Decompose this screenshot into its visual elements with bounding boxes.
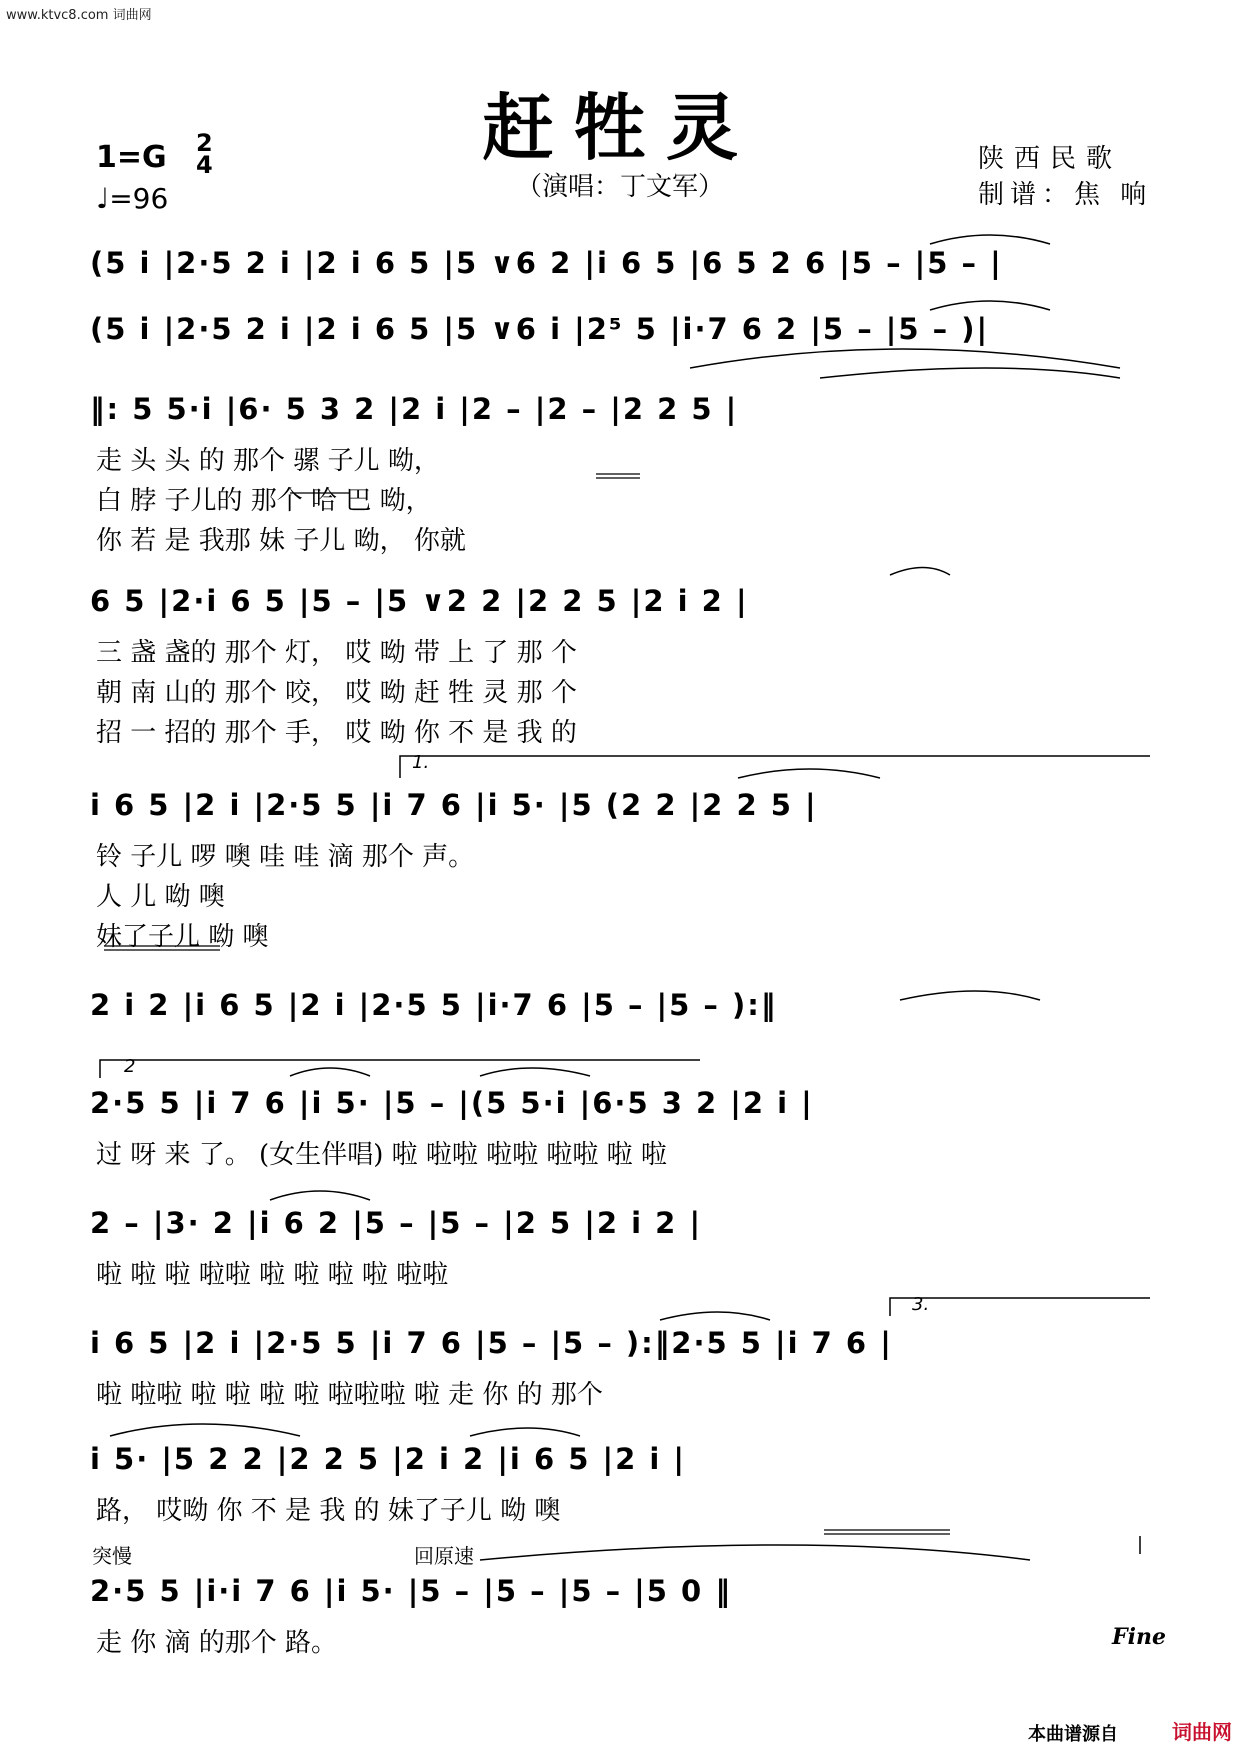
staff-row-10: i 5· |5 2 2 |2 2 5 |2 i 2 |i 6 5 |2 i |: [90, 1442, 687, 1476]
marking-sudden-slow: 突慢: [92, 1544, 132, 1568]
lyric-row-9: 啦 啦啦 啦 啦 啦 啦 啦啦啦 啦 走 你 的 那个: [96, 1380, 603, 1410]
lyric-row-5-verse-2: 人 儿 呦 噢: [96, 882, 225, 912]
lyric-row-7: 过 呀 来 了。 (女生伴唱) 啦 啦啦 啦啦 啦啦 啦 啦: [96, 1140, 667, 1170]
lyric-row-8: 啦 啦 啦 啦啦 啦 啦 啦 啦 啦啦: [96, 1260, 449, 1290]
staff-row-3: ‖: 5 5·i |6· 5 3 2 |2 i |2 – |2 – |2 2 5 |: [90, 392, 739, 426]
volta-1: 1.: [412, 752, 430, 773]
lyric-row-3-verse-3: 你 若 是 我那 妹 子儿 呦， 你就: [96, 526, 466, 556]
lyric-row-5-verse-3: 妹了子儿 呦 噢: [96, 922, 269, 952]
staff-row-2: (5 i |2·5 2 i |2 i 6 5 |5 ∨6 i |2⁵ 5 |i·7 6 2 |5 – |5 – )|: [90, 312, 990, 346]
lyric-row-3-verse-2: 白 脖 子儿的 那个 哈 巴 呦，: [96, 486, 432, 516]
staff-row-6: 2 i 2 |i 6 5 |2 i |2·5 5 |i·7 6 |5 – |5 – ):‖: [90, 988, 778, 1022]
key-signature: 1=G: [96, 140, 167, 175]
arranger-credit: 制谱：焦 响: [978, 180, 1153, 210]
staff-row-7: 2·5 5 |i 7 6 |i 5· |5 – |(5 5·i |6·5 3 2 |2 i |: [90, 1086, 814, 1120]
staff-row-9: i 6 5 |2 i |2·5 5 |i 7 6 |5 – |5 – ):‖2·5 5 |i 7 6 |: [90, 1326, 893, 1360]
lyric-row-3-verse-1: 走 头 头 的 那个 骡 子儿 呦，: [96, 446, 440, 476]
time-signature: [196, 129, 213, 179]
volta-3: 3.: [912, 1294, 930, 1315]
song-title: 赶牲灵: [481, 85, 758, 170]
lyric-row-4-verse-2: 朝 南 山的 那个 咬， 哎 呦 赶 牲 灵 那 个: [96, 678, 577, 708]
footer-logo[interactable]: 词曲网: [1172, 1720, 1232, 1744]
footer-source: 本曲谱源自: [1028, 1724, 1118, 1745]
lyric-row-11: 走 你 滴 的那个 路。: [96, 1628, 338, 1658]
staff-row-4: 6 5 |2·i 6 5 |5 – |5 ∨2 2 |2 2 5 |2 i 2 |: [90, 584, 749, 618]
lyric-row-5-verse-1: 铃 子儿 啰 噢 哇 哇 滴 那个 声。: [96, 842, 475, 872]
lyric-row-10: 路， 哎呦 你 不 是 我 的 妹了子儿 呦 噢: [96, 1496, 561, 1526]
tempo-marking: ♩=96: [96, 182, 169, 215]
meter-bottom: 4: [196, 151, 213, 179]
staff-row-5: i 6 5 |2 i |2·5 5 |i 7 6 |i 5· |5 (2 2 |2 2 5 |: [90, 788, 818, 822]
meter-top: 2: [196, 129, 213, 157]
lyric-row-4-verse-1: 三 盏 盏的 那个 灯， 哎 呦 带 上 了 那 个: [96, 638, 577, 668]
volta-2: 2: [124, 1056, 136, 1077]
marking-a-tempo: 回原速: [414, 1544, 474, 1568]
staff-row-1: (5 i |2·5 2 i |2 i 6 5 |5 ∨6 2 |i 6 5 |6 5 2 6 |5 – |5 – |: [90, 246, 1003, 280]
lyric-row-4-verse-3: 招 一 招的 那个 手， 哎 呦 你 不 是 我 的: [96, 718, 577, 748]
staff-row-11: 2·5 5 |i·i 7 6 |i 5· |5 – |5 – |5 – |5 0 ‖: [90, 1574, 732, 1608]
fine-marking: Fine: [1112, 1624, 1166, 1650]
singer-credit: （演唱：丁文军）: [515, 172, 724, 202]
staff-row-8: 2 – |3· 2 |i 6 2 |5 – |5 – |2 5 |2 i 2 |: [90, 1206, 703, 1240]
song-origin: 陕西民歌: [978, 144, 1123, 174]
site-watermark: www.ktvc8.com 词曲网: [6, 8, 152, 23]
